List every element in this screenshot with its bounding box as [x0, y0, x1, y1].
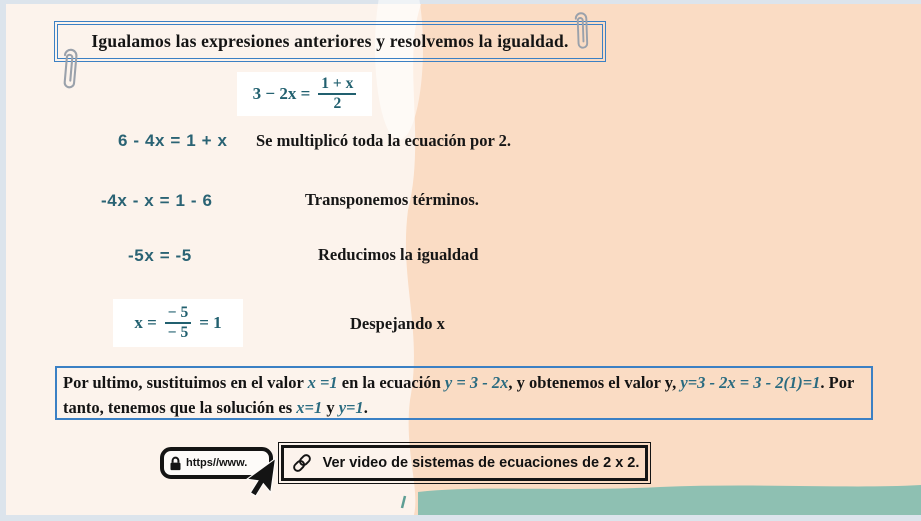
- slide-title: Igualamos las expresiones anteriores y resolvemos la igualdad.: [91, 31, 569, 51]
- conclusion-math: x=1: [296, 398, 323, 417]
- final-equation-fraction: [165, 305, 191, 342]
- video-link-button[interactable]: [281, 445, 648, 481]
- lock-icon: [168, 455, 183, 472]
- conclusion-text: Por ultimo, sustituimos en el valor: [63, 373, 308, 392]
- conclusion-math: y = 3 - 2x: [444, 373, 509, 392]
- conclusion-math: y=1: [338, 398, 364, 417]
- main-equation-fraction: [318, 76, 356, 113]
- final-equation-suffix: = 1: [199, 313, 222, 332]
- peach-background-shape: [406, 4, 921, 515]
- paperclip-icon: [56, 43, 82, 95]
- conclusion-math: x =1: [307, 373, 338, 392]
- conclusion-box: [55, 366, 873, 420]
- step-equation-2: -4x - x = 1 - 6: [101, 191, 213, 210]
- fraction-denominator: − 5: [167, 324, 189, 341]
- paperclip-icon: [570, 8, 592, 55]
- video-button-label: Ver video de sistemas de ecuaciones de 2 x 2.: [322, 455, 640, 471]
- step-note-4: Despejando x: [350, 314, 445, 333]
- conclusion-text: .: [363, 398, 368, 417]
- conclusion-text: en la ecuación: [337, 373, 445, 392]
- final-equation-prefix: x =: [134, 313, 157, 332]
- fraction-denominator: 2: [333, 95, 342, 112]
- step-equation-1: 6 - 4x = 1 + x: [118, 131, 228, 150]
- step-equation-3: -5x = -5: [128, 246, 192, 265]
- conclusion-text: , y obtenemos el valor y,: [508, 373, 681, 392]
- conclusion-text: y: [322, 398, 339, 417]
- step-note-2: Transponemos términos.: [305, 190, 479, 209]
- main-equation: [237, 72, 372, 116]
- teal-brush-band: [418, 485, 921, 515]
- final-step-equation: [113, 299, 243, 347]
- step-note-3: Reducimos la igualdad: [318, 245, 479, 264]
- chain-link-icon: [290, 452, 314, 474]
- main-equation-lhs: 3 − 2x =: [252, 84, 311, 103]
- conclusion-text: . Por tanto, tenemos que la solución es: [63, 373, 855, 417]
- conclusion-math: y=3 - 2x = 3 - 2(1)=1: [680, 373, 821, 392]
- fraction-numerator: 1 + x: [318, 76, 356, 95]
- url-chip-label: https//www.: [186, 457, 248, 469]
- mouse-cursor-icon: [235, 452, 283, 501]
- fraction-numerator: − 5: [165, 305, 191, 324]
- title-box: [57, 24, 603, 59]
- step-note-1: Se multiplicó toda la ecuación por 2.: [256, 131, 511, 150]
